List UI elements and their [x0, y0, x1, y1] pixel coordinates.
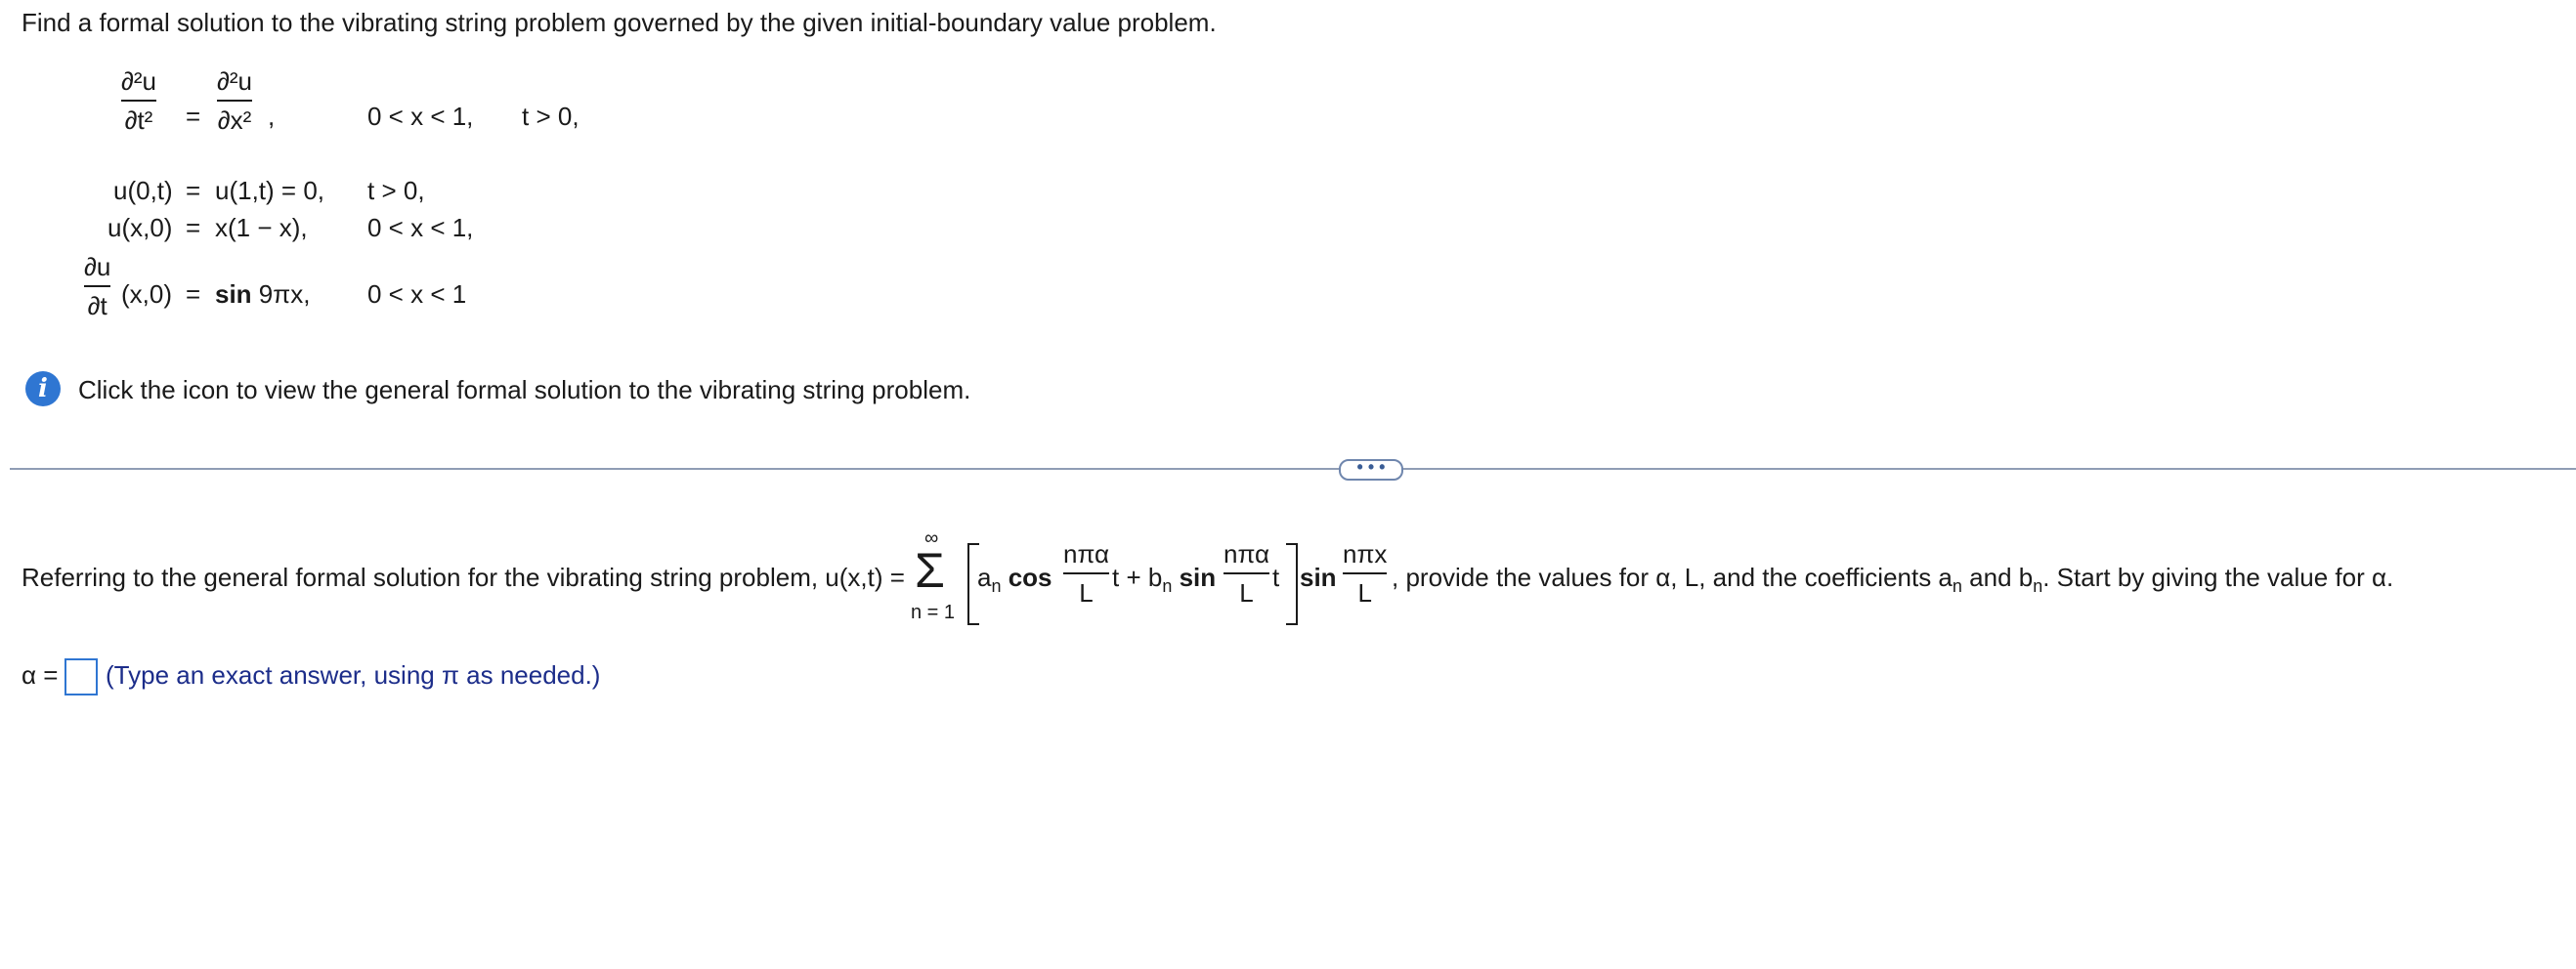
t-var: t	[1272, 563, 1280, 592]
coef-a-sub: n	[991, 576, 1002, 597]
pde-lhs-den: ∂t²	[124, 105, 153, 135]
pde-comma: ,	[268, 102, 276, 131]
pde-lhs-num: ∂²u	[121, 66, 156, 96]
outer-frac-den: L	[1357, 578, 1372, 608]
outer-fraction	[1343, 539, 1387, 608]
outer-sin	[1300, 563, 1337, 593]
outer-sin-label: sin	[1300, 563, 1337, 592]
sin-frac-num: nπα	[1224, 539, 1270, 569]
ic2-den: ∂t	[87, 291, 107, 320]
pde-lhs-fraction	[121, 66, 156, 135]
ic2-num: ∂u	[84, 252, 111, 281]
ic2-rhs-rest: 9πx,	[251, 279, 311, 309]
info-link-text: Click the icon to view the general formal solution to the vibrating string problem.	[78, 375, 971, 404]
outer-frac-num: nπx	[1343, 539, 1388, 569]
t-plus-b: t + b	[1112, 563, 1163, 592]
cos-frac-den: L	[1079, 578, 1094, 608]
ic2-rhs	[215, 279, 310, 310]
referring-suffix	[1392, 563, 2393, 597]
cos-label: cos	[1008, 563, 1052, 592]
more-button[interactable]: • • •	[1339, 459, 1403, 481]
pde-cond-x: 0 < x < 1,	[367, 102, 474, 131]
alpha-answer-input[interactable]	[64, 658, 98, 695]
bc-cond: t > 0,	[367, 176, 425, 205]
answer-label: α =	[21, 660, 59, 690]
pde-rhs-num: ∂²u	[217, 66, 252, 96]
section-divider	[10, 468, 2576, 470]
bc-lhs: u(0,t)	[113, 176, 173, 205]
coef-b-sub: n	[1162, 576, 1173, 597]
sum-upper: ∞	[924, 527, 939, 549]
term-a	[977, 563, 1052, 597]
ic2-arg: (x,0)	[121, 279, 172, 309]
suffix-b: and b	[1961, 563, 2034, 592]
question-text: Find a formal solution to the vibrating string problem governed by the given initial-boundary value problem.	[21, 8, 1217, 37]
ic1-lhs: u(x,0)	[107, 213, 173, 242]
sin-frac-den: L	[1239, 578, 1254, 608]
right-bracket	[1286, 543, 1298, 625]
answer-hint: (Type an exact answer, using π as needed.)	[106, 660, 601, 690]
cos-frac-num: nπα	[1063, 539, 1110, 569]
ic1-cond: 0 < x < 1,	[367, 213, 474, 242]
pde-rhs-fraction	[217, 66, 252, 135]
ic2-cond: 0 < x < 1	[367, 279, 467, 309]
referring-prefix: Referring to the general formal solution for the vibrating string problem, u(x,t) =	[21, 563, 905, 592]
sin-fraction	[1224, 539, 1269, 608]
pde-cond-t: t > 0,	[522, 102, 580, 131]
suffix-a: , provide the values for α, L, and the coefficients a	[1392, 563, 1953, 592]
ic1-rhs: x(1 − x),	[215, 213, 308, 242]
suffix-a-sub: n	[1952, 576, 1962, 597]
term-b	[1112, 563, 1216, 597]
info-icon[interactable]: i	[25, 371, 61, 406]
sum-symbol: Σ	[915, 543, 945, 598]
pde-equals: =	[186, 102, 201, 131]
sum-lower: n = 1	[911, 602, 956, 623]
pde-rhs-den: ∂x²	[217, 105, 252, 135]
ic2-equals: =	[186, 279, 201, 309]
cos-fraction	[1063, 539, 1109, 608]
sin-label: sin	[1179, 563, 1217, 592]
suffix-c: . Start by giving the value for α.	[2042, 563, 2394, 592]
coef-a: a	[977, 563, 992, 592]
suffix-b-sub: n	[2033, 576, 2043, 597]
ic2-sin: sin	[215, 279, 252, 309]
bc-equals: =	[186, 176, 201, 205]
bc-rhs: u(1,t) = 0,	[215, 176, 324, 205]
ic1-equals: =	[186, 213, 201, 242]
ic2-fraction	[84, 252, 110, 320]
